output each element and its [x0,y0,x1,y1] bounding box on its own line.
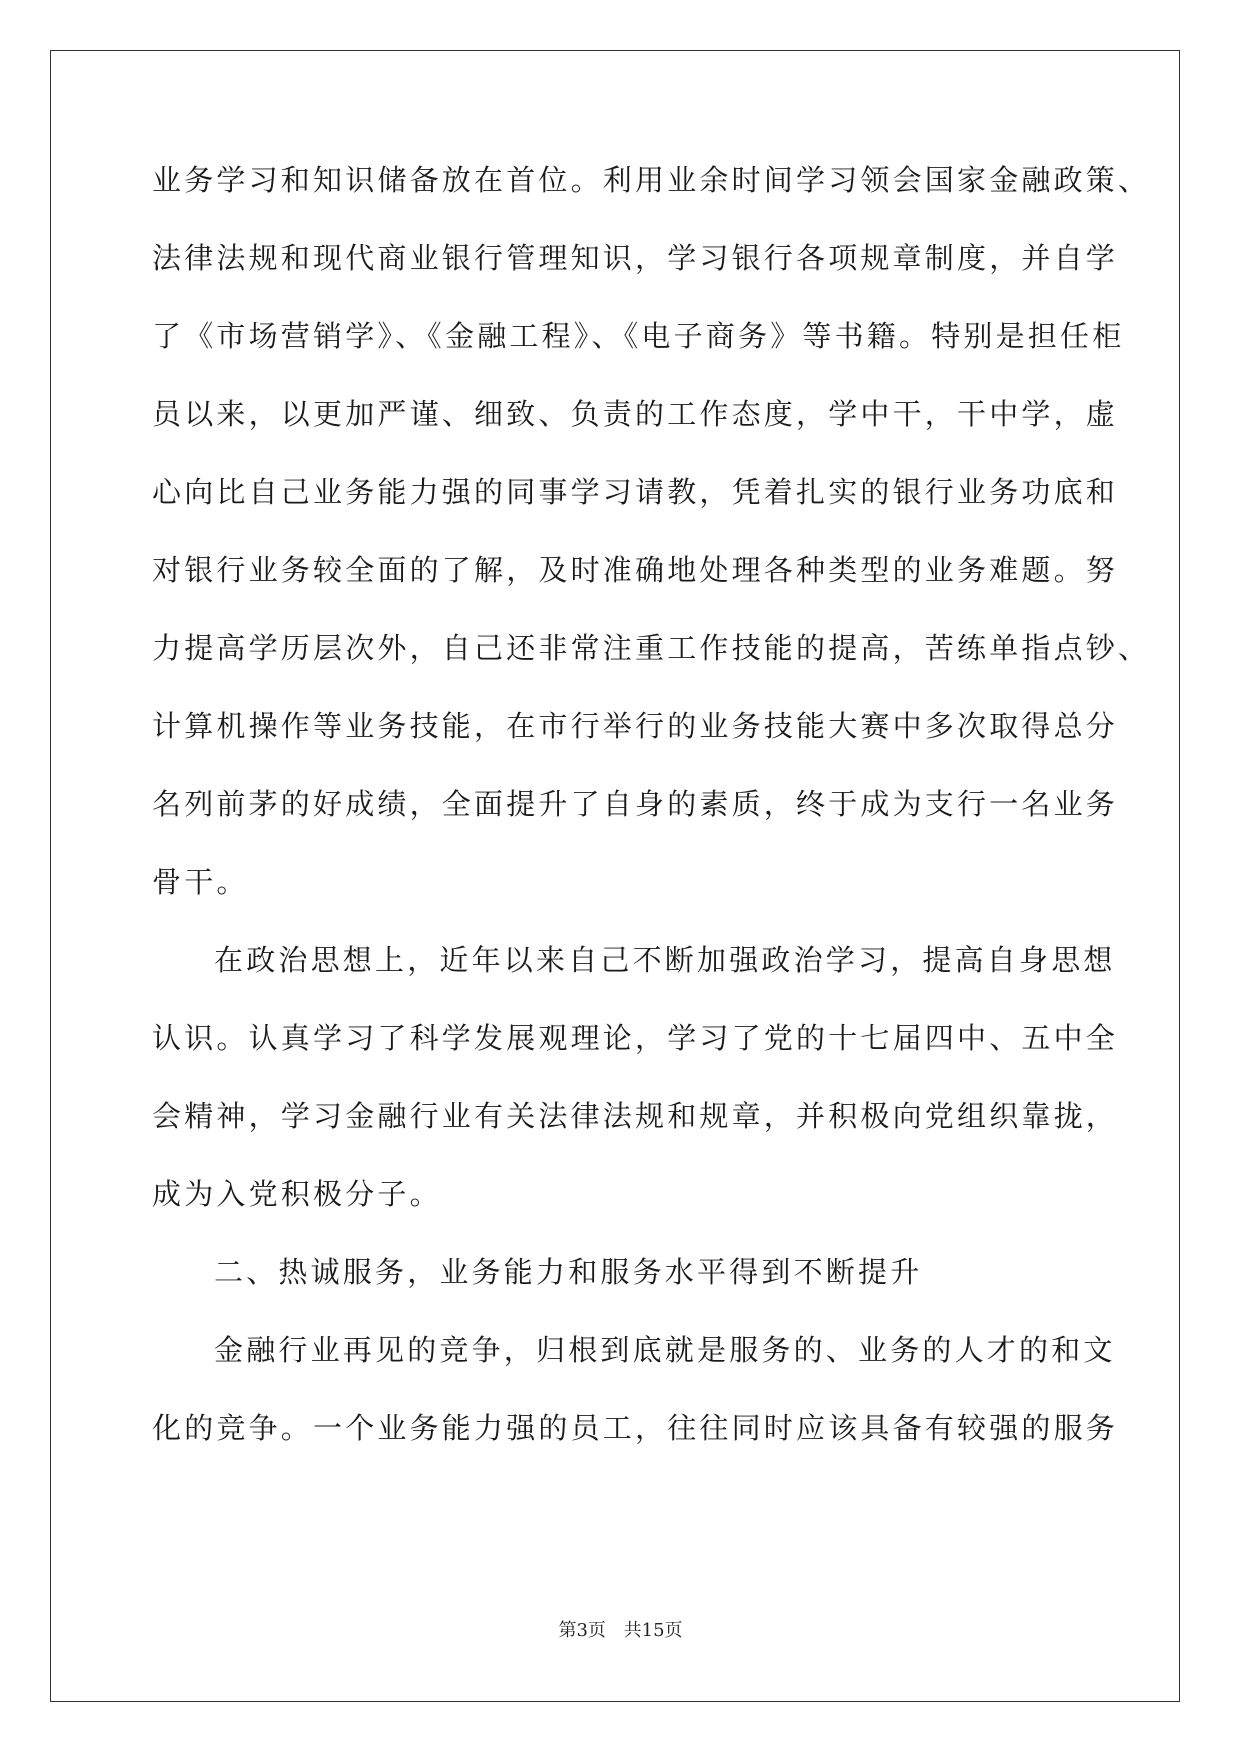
text-line-9: 名列前茅的好成绩，全面提升了自身的素质，终于成为支行一名业务 [152,787,1119,821]
text-line-12: 认识。认真学习了科学发展观理论，学习了党的十七届四中、五中全 [152,1021,1119,1055]
text-line-10: 骨干。 [152,865,249,899]
text-line-2: 法律法规和现代商业银行管理知识，学习银行各项规章制度，并自学 [152,241,1119,275]
text-line-8: 计算机操作等业务技能，在市行举行的业务技能大赛中多次取得总分 [152,709,1119,743]
text-line-4: 员以来，以更加严谨、细致、负责的工作态度，学中干，干中学，虚 [152,397,1119,431]
text-line-16: 金融行业再见的竞争，归根到底就是服务的、业务的人才的和文 [214,1333,1116,1367]
text-line-6: 对银行业务较全面的了解，及时准确地处理各种类型的业务难题。努 [152,553,1119,587]
text-line-3: 了《市场营销学》、《金融工程》、《电子商务》等书籍。特别是担任柜 [152,319,1125,353]
text-line-17: 化的竞争。一个业务能力强的员工，往往同时应该具备有较强的服务 [152,1411,1119,1445]
text-line-13: 会精神，学习金融行业有关法律法规和规章，并积极向党组织靠拢， [152,1099,1119,1133]
text-line-1: 业务学习和知识储备放在首位。利用业余时间学习领会国家金融政策、 [152,163,1151,197]
page-total: 共15页 [623,1620,683,1641]
text-line-11: 在政治思想上，近年以来自己不断加强政治学习，提高自身思想 [214,943,1116,977]
page-footer [0,1616,1241,1642]
text-line-5: 心向比自己业务能力强的同事学习请教，凭着扎实的银行业务功底和 [152,475,1119,509]
page-number: 第3页 [558,1620,606,1641]
section-heading: 二、热诚服务，业务能力和服务水平得到不断提升 [214,1255,923,1289]
text-line-14: 成为入党积极分子。 [152,1177,442,1211]
document-body [152,160,1151,1486]
text-line-7: 力提高学历层次外，自己还非常注重工作技能的提高，苦练单指点钞、 [152,631,1151,665]
